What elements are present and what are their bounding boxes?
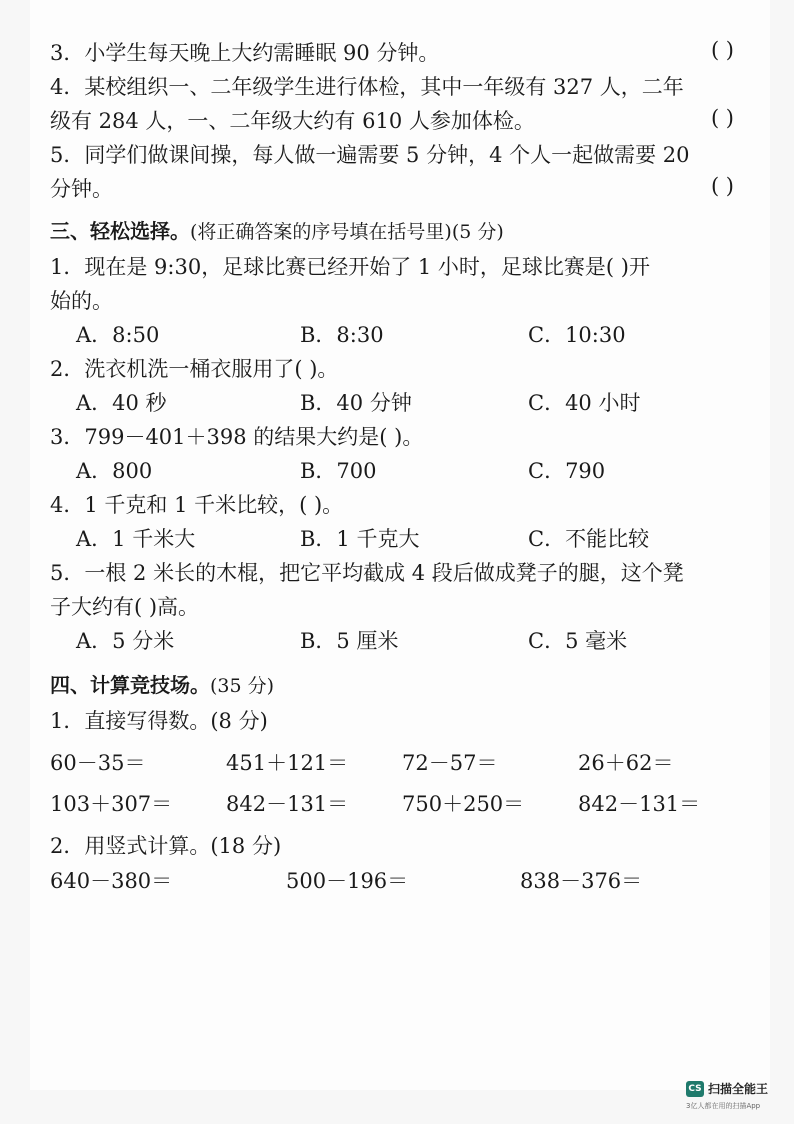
answer-bracket: ( ): [710, 38, 734, 62]
choice-q1-line1: 1．现在是 9:30，足球比赛已经开始了 1 小时，足球比赛是( )开: [50, 255, 650, 279]
choice-q5-option-a: A．5 分米: [76, 629, 175, 653]
choice-q3-option-c: C．790: [528, 459, 606, 483]
calc-part1-title: 1．直接写得数。(8 分): [50, 709, 268, 733]
calc-problem: 103＋307＝: [50, 792, 173, 816]
judge-item-5-line1: 5．同学们做课间操，每人做一遍需要 5 分钟，4 个人一起做需要 20: [50, 143, 690, 167]
choice-q3-option-b: B．700: [300, 459, 377, 483]
choice-q4-option-c: C．不能比较: [528, 527, 650, 551]
choice-q3-option-a: A．800: [76, 459, 153, 483]
calc-problem: 750＋250＝: [402, 792, 525, 816]
watermark-tagline: 3亿人都在用的扫描App: [686, 1102, 761, 1110]
choice-q1-line2: 始的。: [50, 289, 113, 313]
vertical-calc-problem: 838－376＝: [520, 869, 643, 893]
choice-q2: 2．洗衣机洗一桶衣服用了( )。: [50, 357, 339, 381]
choice-q4-option-a: A．1 千米大: [76, 527, 196, 551]
choice-q4: 4．1 千克和 1 千米比较，( )。: [50, 493, 344, 517]
calc-problem: 72－57＝: [402, 751, 498, 775]
scanner-watermark: [686, 1081, 794, 1121]
answer-bracket: ( ): [710, 106, 734, 130]
calc-problem: 842－131＝: [578, 792, 701, 816]
calc-part2-title: 2．用竖式计算。(18 分): [50, 834, 282, 858]
choice-q2-option-b: B．40 分钟: [300, 391, 412, 415]
judge-item-4-line2: 级有 284 人，一、二年级大约有 610 人参加体检。: [50, 109, 535, 133]
watermark-name: 扫描全能王: [708, 1082, 769, 1096]
judge-item-3: 3．小学生每天晚上大约需睡眠 90 分钟。: [50, 41, 440, 65]
judge-item-4-line1: 4．某校组织一、二年级学生进行体检，其中一年级有 327 人，二年: [50, 75, 684, 99]
calc-problem: 451＋121＝: [226, 751, 349, 775]
section-subtitle: (将正确答案的序号填在括号里)(5 分): [190, 221, 504, 243]
section-title: 四、计算竞技场。: [50, 673, 210, 697]
choice-q5-option-c: C．5 毫米: [528, 629, 628, 653]
calc-problem: 842－131＝: [226, 792, 349, 816]
vertical-calc-problem: 500－196＝: [286, 869, 409, 893]
section-heading-calc: [50, 670, 274, 701]
section-heading-choice: [50, 216, 504, 247]
camscanner-logo-icon: CS: [686, 1081, 704, 1097]
section-title: 三、轻松选择。: [50, 219, 190, 243]
choice-q3: 3．799－401＋398 的结果大约是( )。: [50, 425, 424, 449]
calc-problem: 26＋62＝: [578, 751, 674, 775]
choice-q1-option-b: B．8:30: [300, 323, 384, 347]
choice-q2-option-c: C．40 小时: [528, 391, 641, 415]
choice-q5-option-b: B．5 厘米: [300, 629, 399, 653]
choice-q5-line1: 5．一根 2 米长的木棍，把它平均截成 4 段后做成凳子的腿，这个凳: [50, 561, 684, 585]
choice-q2-option-a: A．40 秒: [76, 391, 167, 415]
section-subtitle: (35 分): [210, 675, 275, 697]
choice-q1-option-a: A．8:50: [76, 323, 160, 347]
choice-q4-option-b: B．1 千克大: [300, 527, 420, 551]
choice-q5-line2: 子大约有( )高。: [50, 595, 200, 619]
choice-q1-option-c: C．10:30: [528, 323, 626, 347]
answer-bracket: ( ): [710, 174, 734, 198]
vertical-calc-problem: 640－380＝: [50, 869, 173, 893]
calc-problem: 60－35＝: [50, 751, 146, 775]
judge-item-5-line2: 分钟。: [50, 177, 113, 201]
